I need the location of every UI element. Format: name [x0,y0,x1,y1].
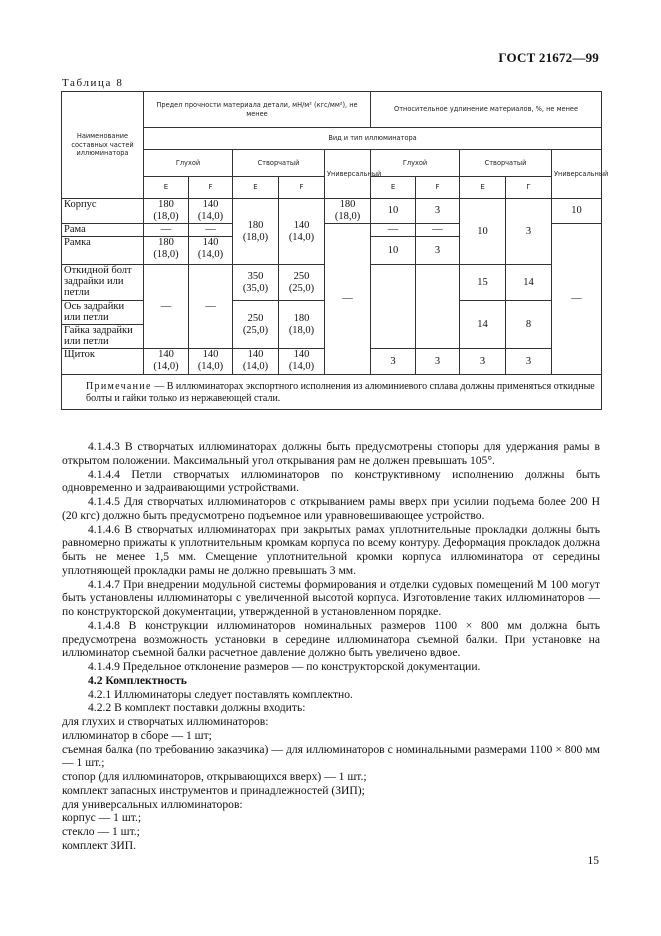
paragraph: 4.1.4.6 В створчатых иллюминаторах при закрытых рамах уплотнительные прокладки должны быть равномерно прижаты к уплотнительным кромкам корпуса по всему контуру. Деформация прокладок должна быть не менее 1,5 мм. Смещение уплотнительной кромки корпуса иллюминатора от середины уплотняющей прокладки рамы не должно превышать 3 мм. [62,522,600,577]
value-cell: 140 (14,0) [189,237,233,265]
list-item: иллюминатор в сборе — 1 шт; [62,728,212,742]
value-cell: 14 [460,301,506,349]
row-label-rama: Рама [62,224,144,237]
list-item: стекло — 1 шт.; [62,825,140,838]
sub-e: Е [144,177,189,199]
value-cell: — [416,224,460,237]
value-cell: 180 (18,0) [144,237,189,265]
value-cell: 3 [460,349,506,375]
value-cell: 3 [506,349,552,375]
paragraph: 4.1.4.8 В конструкции иллюминаторов номинальных размеров 1100 × 800 мм должна быть предусмотрена возможность установки в середине иллюминатора съемной балки. При установке на иллюминатор съемной балки расчетное давление должно быть увеличено вдвое. [62,618,600,660]
sub-e: Е [460,177,506,199]
sub-f: F [189,177,233,199]
header-blind-2: Глухой [371,150,460,177]
header-type: Вид и тип иллюминатора [144,128,602,150]
paragraph: 4.1.4.4 Петли створчатых иллюминаторов по конструктивному исполнению должны быть одновременно и задраивающими устройствами. [62,467,600,495]
sub-f: F [416,177,460,199]
value-cell: — [552,224,602,375]
value-cell: — [325,224,371,375]
paragraph: 4.2.1 Иллюминаторы следует поставлять комплектно. [88,687,353,701]
list-item: комплект запасных инструментов и принадлежностей (ЗИП); [62,783,365,797]
value-cell: 180 (18,0) [279,301,325,349]
header-universal-2: Универсальный [552,150,602,199]
value-cell: — [189,265,233,349]
value-cell: — [144,265,189,349]
list-item: для универсальных иллюминаторов: [62,797,243,811]
empty-cell [416,265,460,349]
value-cell: 180 (18,0) [144,199,189,224]
value-cell: 180 (18,0) [325,199,371,224]
value-cell: 15 [460,265,506,301]
value-cell: 250 (25,0) [279,265,325,301]
note-text: — В иллюминаторах экспортного исполнения из алюминиевого сплава должны применяться откидные болты и гайки только из нержавеющей стали. [86,381,595,404]
list-item: корпус — 1 шт.; [62,811,142,825]
value-cell: 180 (18,0) [233,199,279,265]
value-cell: 350 (35,0) [233,265,279,301]
row-label-os: Ось задрайки или петли [62,301,144,325]
value-cell: 140 (14,0) [189,199,233,224]
list-item: съемная балка (по требованию заказчика) — для иллюминаторов с номинальными размерами 1100 × 800 мм — 1 шт.; [62,742,600,770]
value-cell: 3 [416,237,460,265]
section-heading: 4.2 Комплектность [88,673,187,687]
value-cell: 14 [506,265,552,301]
empty-cell [371,265,416,349]
sub-e: Е [233,177,279,199]
header-strength: Предел прочности материала детали, мН/м² (кгс/мм²), не менее [144,92,371,128]
value-cell: 250 (25,0) [233,301,279,349]
row-label-shchitok: Щиток [62,349,144,375]
value-cell: 140 (14,0) [233,349,279,375]
header-elongation: Относительное удлинение материалов, %, не менее [371,92,602,128]
value-cell: 3 [371,349,416,375]
col-header-name: Наименование составных частей иллюминатора [62,92,144,199]
row-label-korpus: Корпус [62,199,144,224]
sub-f: F [279,177,325,199]
value-cell: 10 [460,199,506,265]
paragraph: 4.1.4.9 Предельное отклонение размеров — по конструкторской документации. [88,660,481,673]
value-cell: 140 (14,0) [279,199,325,265]
value-cell: — [371,224,416,237]
value-cell: — [144,224,189,237]
header-blind-1: Глухой [144,150,233,177]
value-cell: 140 (14,0) [279,349,325,375]
header-hinged-1: Створчатый [233,150,325,177]
list-item: стопор (для иллюминаторов, открывающихся вверх) — 1 шт.; [62,770,367,783]
value-cell: 3 [416,349,460,375]
paragraph: 4.2.2 В комплект поставки должны входить: [88,701,306,715]
value-cell: 10 [371,237,416,265]
value-cell: 10 [552,199,602,224]
header-hinged-2: Створчатый [460,150,552,177]
list-item: комплект ЗИП. [62,838,136,852]
row-label-ramka: Рамка [62,237,144,265]
row-label-bolt: Откидной болт задрайки или петли [62,265,144,301]
header-universal-1: Универсальный [325,150,371,199]
list-item: для глухих и створчатых иллюминаторов: [62,715,269,728]
value-cell: — [189,224,233,237]
note-label: Примечание [86,381,152,392]
table-caption: Таблица 8 [62,77,124,89]
body-text [62,440,600,853]
document-code: ГОСТ 21672—99 [498,50,599,65]
table-note [62,375,602,410]
sub-e: Е [371,177,416,199]
table-8 [61,91,609,410]
paragraph: 4.1.4.3 В створчатых иллюминаторах должны быть предусмотрены стопоры для удержания рамы в открытом положении. Максимальный угол открывания рам не должен превышать 105°. [62,440,600,467]
row-label-gaika: Гайка задрайки или петли [62,325,144,349]
paragraph: 4.1.4.7 При внедрении модульной системы формирования и отделки судовых помещений М 100 могут быть установлены иллюминаторы с увеличенной высотой корпуса. Изготовление таких иллюминаторов — по конструкторской документации, утвержденной в установленном порядке. [62,577,600,618]
value-cell: 10 [371,199,416,224]
page-number: 15 [587,855,599,867]
value-cell: 3 [416,199,460,224]
value-cell: 140 (14,0) [144,349,189,375]
value-cell: 8 [506,301,552,349]
paragraph: 4.1.4.5 Для створчатых иллюминаторов с открыванием рамы вверх при усилии подъема более 200 Н (20 кгс) должно быть предусмотрено подъемное или уравновешивающее устройство. [62,495,600,522]
value-cell: 3 [506,199,552,265]
sub-g: Г [506,177,552,199]
value-cell: 140 (14,0) [189,349,233,375]
